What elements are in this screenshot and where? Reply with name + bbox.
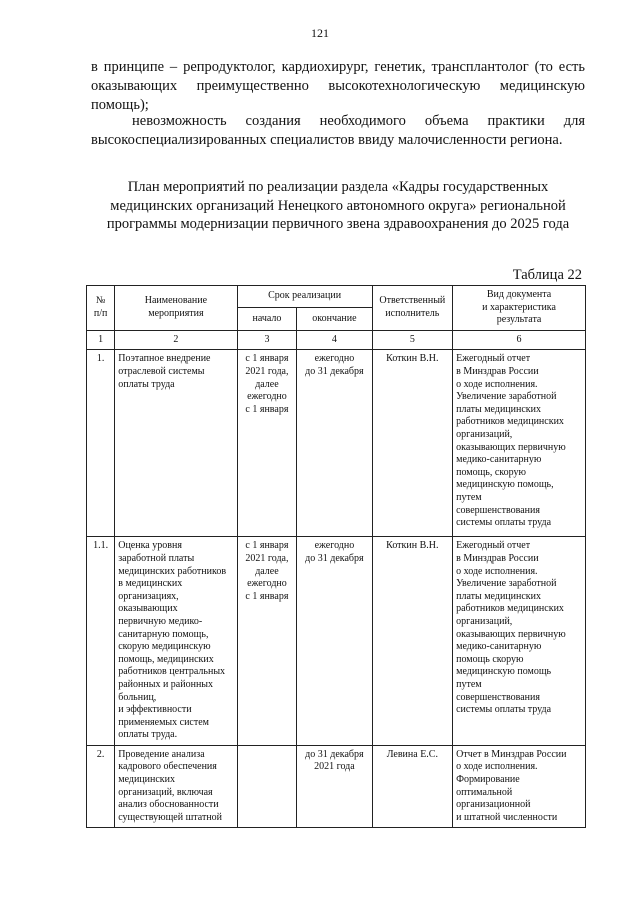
row-num: 1.	[87, 350, 115, 537]
row-name: Поэтапное внедрение отраслевой системы оплаты труда	[115, 350, 237, 537]
header-period: Срок реализации	[237, 286, 372, 308]
row-document: Ежегодный отчет в Минздрав России о ходе исполнения. Увеличение заработной платы медицинских работников медицинских организаций, оказывающих первичную медико-санитарную помощь, скорую медицинскую помощь, путем совершенствования системы оплаты труда	[453, 350, 586, 537]
plan-title: План мероприятий по реализации раздела «Кадры государственных медицинских организаций Ненецкого автономного округа» региональной программы модернизации первичного звена здравоохранения до 2025 года	[106, 179, 570, 232]
index-cell: 5	[372, 330, 453, 350]
index-cell: 3	[237, 330, 297, 350]
row-start: с 1 января 2021 года, далее ежегодно с 1 января	[237, 537, 297, 746]
paragraph-2: невозможность создания необходимого объема практики для высокоспециализированных специалистов ввиду малочисленности региона.	[91, 113, 585, 148]
header-document: Вид документа и характеристика результата	[453, 286, 586, 331]
plan-table	[86, 285, 586, 828]
row-end: до 31 декабря 2021 года	[297, 745, 372, 828]
table-label: Таблица 22	[512, 267, 582, 283]
header-responsible: Ответственный исполнитель	[372, 286, 453, 331]
table-row	[87, 745, 586, 828]
paragraph-1: в принципе – репродуктолог, кардиохирург, генетик, трансплантолог (то есть оказывающих преимущественно высокотехнологическую медицинскую помощь);	[91, 59, 585, 113]
header-start: начало	[237, 308, 297, 330]
table-row	[87, 537, 586, 746]
row-name: Оценка уровня заработной платы медицинских работников в медицинских организациях, оказывающих первичную медико- санитарную помощь, скорую медицинскую помощь, медицинских работников центральных районных и районных больниц, и эффективности применяемых систем оплаты труда.	[115, 537, 237, 746]
index-cell: 1	[87, 330, 115, 350]
index-row	[87, 330, 586, 350]
index-cell: 6	[453, 330, 586, 350]
header-name: Наименование мероприятия	[115, 286, 237, 331]
header-num: № п/п	[87, 286, 115, 331]
index-cell: 2	[115, 330, 237, 350]
row-start: с 1 января 2021 года, далее ежегодно с 1 января	[237, 350, 297, 537]
page-number: 121	[311, 26, 329, 40]
row-num: 2.	[87, 745, 115, 828]
row-num: 1.1.	[87, 537, 115, 746]
row-start	[237, 745, 297, 828]
row-end: ежегодно до 31 декабря	[297, 350, 372, 537]
table-row	[87, 350, 586, 537]
row-responsible: Коткин В.Н.	[372, 537, 453, 746]
row-responsible: Левина Е.С.	[372, 745, 453, 828]
index-cell: 4	[297, 330, 372, 350]
header-end: окончание	[297, 308, 372, 330]
row-name: Проведение анализа кадрового обеспечения медицинских организаций, включая анализ обоснованности существующей штатной	[115, 745, 237, 828]
row-responsible: Коткин В.Н.	[372, 350, 453, 537]
row-document: Отчет в Минздрав России о ходе исполнения. Формирование оптимальной организационной и штатной численности	[453, 745, 586, 828]
row-document: Ежегодный отчет в Минздрав России о ходе исполнения. Увеличение заработной платы медицинских работников медицинских организаций, оказывающих первичную медико-санитарную помощь скорую медицинскую помощь путем совершенствования системы оплаты труда	[453, 537, 586, 746]
row-end: ежегодно до 31 декабря	[297, 537, 372, 746]
